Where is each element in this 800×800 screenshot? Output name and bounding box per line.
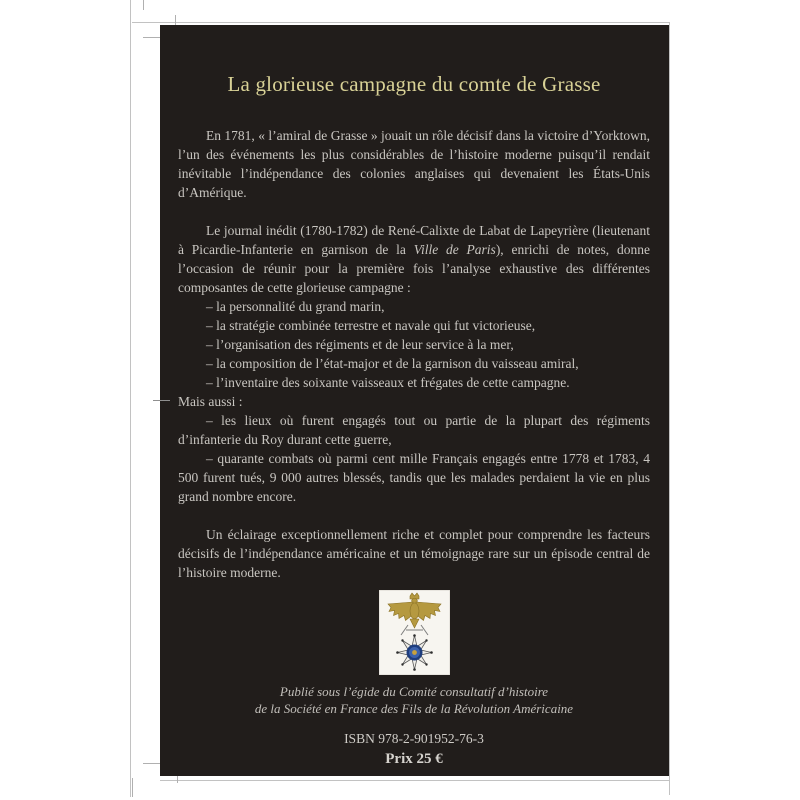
bullet-item: – la composition de l’état-major et de la garnison du vaisseau amiral, [206,356,579,371]
crop-mark-bottom-outer [132,778,133,797]
bullet-item: – l’organisation des régiments et de leur service à la mer, [206,337,514,352]
page-edge-line-bottom [160,780,669,781]
crop-mark-top-vertical [143,0,144,10]
bullet-item: – la personnalité du grand marin, [206,299,385,314]
medallion-emblem [412,650,417,655]
campaign-bullet-list [178,297,650,392]
society-insignia [178,590,650,675]
intro-paragraph: En 1781, « l’amiral de Grasse » jouait un rôle décisif dans la victoire d’Yorktown, l’un des événements les plus considérables de l’histoire moderne puisqu’il rendait inévitable l’indépendance des colonies anglaises qui devenaient les États-Unis d’Amérique. [178,128,650,200]
bullet-item: – l’inventaire des soixante vaisseaux et frégates de cette campagne. [206,375,570,390]
journal-text-after: ), enrichi de notes, donne l’occasion de réunir pour la première fois l’analyse exhaustive des différentes composantes de cette glorieuse campagne : [178,242,650,295]
eagle-and-cross-insignia-image [379,590,450,675]
ship-name-italic: Ville de Paris [413,242,496,257]
additional-bullet-list [178,411,650,506]
crop-mark-top-inner [175,15,176,25]
book-back-cover [160,25,669,776]
registration-mark-middle-left [153,400,170,401]
journal-text-before: Le journal inédit (1780-1782) de René-Calixte de Labat de Lapeyrière (lieutenant à Picardie-Infanterie en garnison de la [178,223,650,257]
bullet-item: – les lieux où furent engagés tout ou partie de la plupart des régiments d’infanterie du Roy durant cette guerre, [178,413,650,447]
page-edge-line-right [669,22,670,795]
isbn-block [178,730,650,769]
imprint-line-2: de la Société en France des Fils de la Révolution Américaine [254,701,574,716]
mais-aussi-label: Mais aussi : [178,394,243,409]
price-label: Prix 25 € [385,751,443,767]
journal-paragraph [178,221,650,297]
isbn-label: ISBN 978-2-901952-76-3 [344,731,484,746]
page-edge-line-left [130,0,131,797]
bullet-item: – la stratégie combinée terrestre et navale qui fut victorieuse, [206,318,536,333]
bullet-item: – quarante combats où parmi cent mille Français engagés entre 1778 et 1783, 4 500 furent tués, 9 000 autres blessés, tandis que les malades perdaient la vie en plus grand nombre encore. [178,451,650,504]
cover-title: La glorieuse campagne du comte de Grasse [227,72,601,96]
closing-paragraph: Un éclairage exceptionnellement riche et complet pour comprendre les facteurs décisifs de l’indépendance américaine et un témoignage rare sur un épisode central de l’histoire moderne. [178,527,650,580]
page-edge-line-top [132,22,669,23]
imprint-line-1: Publié sous l’égide du Comité consultatif d’histoire [279,684,549,699]
imprint-block [178,683,650,717]
